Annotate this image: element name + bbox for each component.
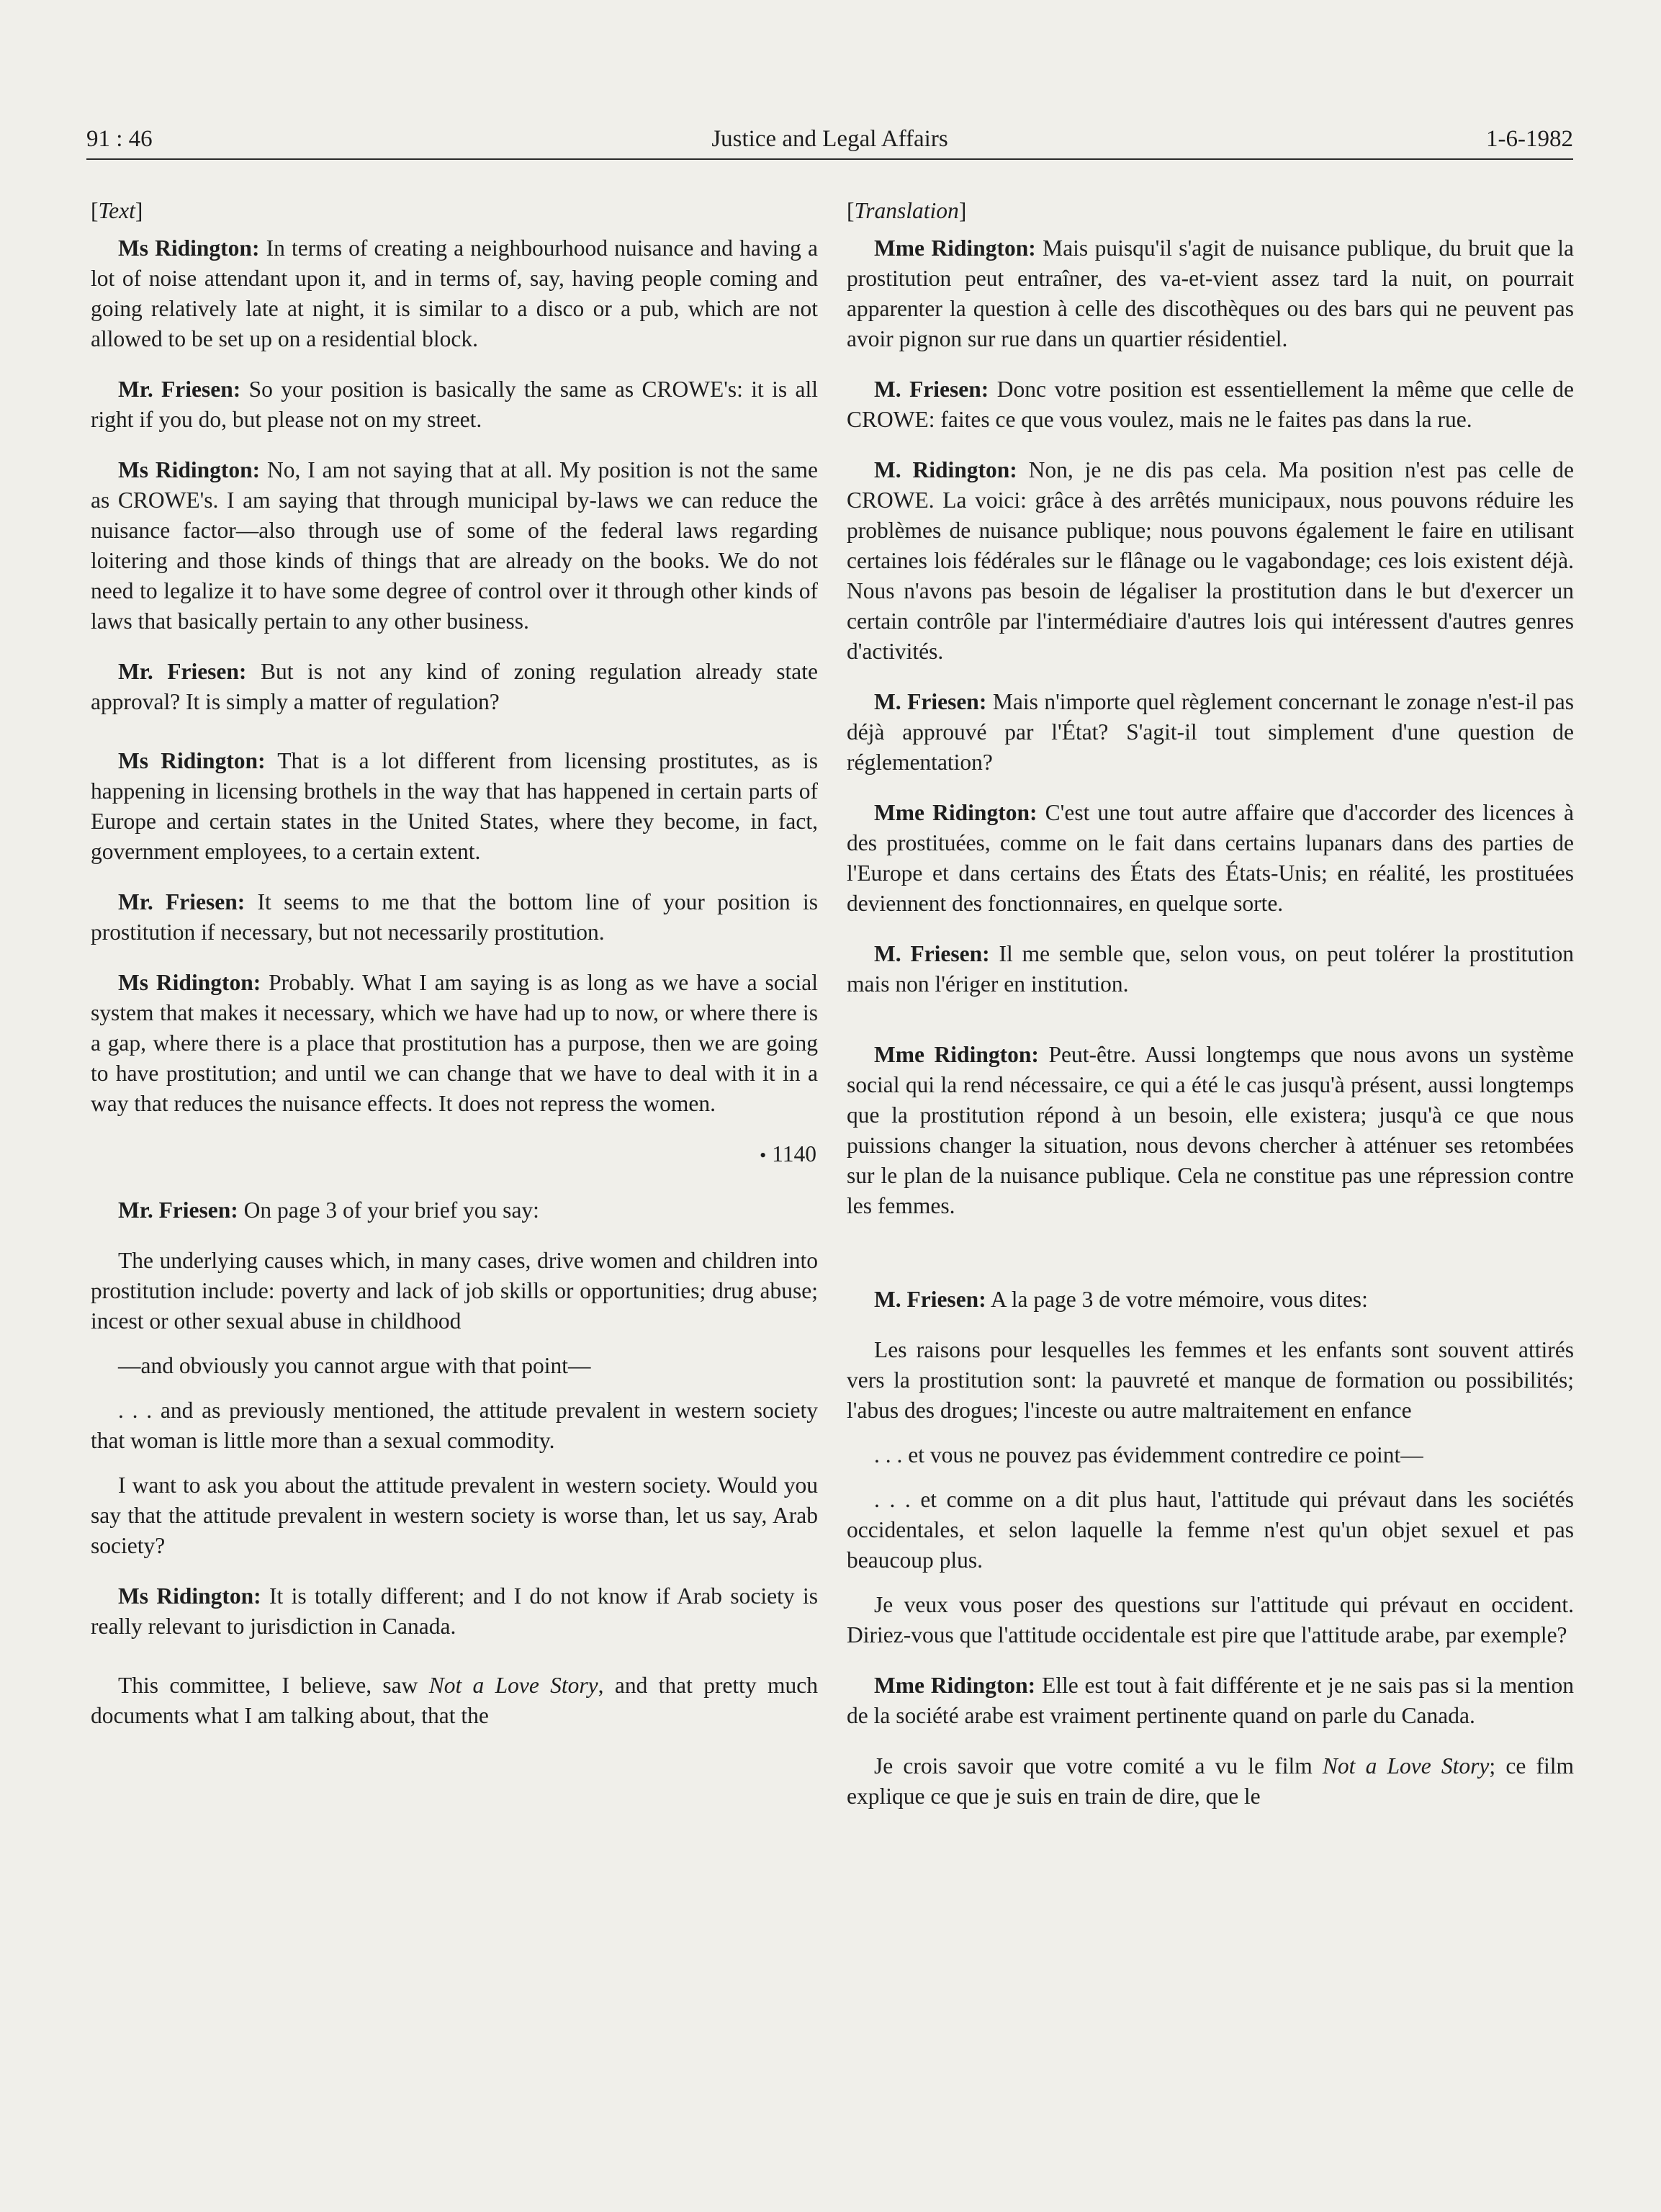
speaker-name: Mr. Friesen:: [118, 659, 247, 684]
speech-paragraph: M. Friesen: A la page 3 de votre mémoire, vous dites:: [874, 1287, 1368, 1312]
question-paragraph: Je veux vous poser des questions sur l'attitude qui prévaut en occident. Diriez-vous que l'attitude occidentale est pire que l'attitude arabe, par exemple?: [847, 1592, 1574, 1647]
speaker-name: M. Friesen:: [874, 1287, 986, 1312]
quoted-passage: The underlying causes which, in many cases, drive women and children into prostitution include: poverty and lack of job skills or opportunities; drug abuse; incest or other sexual abuse in childhood: [91, 1248, 818, 1334]
speaker-name: Mme Ridington:: [874, 1673, 1036, 1698]
speech-paragraph: Ms Ridington: It is totally different; and I do not know if Arab society is really relevant to jurisdiction in Canada.: [91, 1583, 818, 1639]
speaker-name: M. Friesen:: [874, 689, 987, 714]
speaker-name: Mme Ridington:: [874, 235, 1036, 261]
speech-paragraph: M. Friesen: Donc votre position est essentiellement la même que celle de CROWE: faites ce que vous voulez, mais ne le faites pas dans la rue.: [847, 377, 1574, 432]
speaker-name: M. Friesen:: [874, 941, 990, 966]
page-header: [86, 121, 1573, 160]
speaker-name: Ms Ridington:: [118, 748, 266, 773]
speech-paragraph: M. Friesen: Mais n'importe quel règlement concernant le zonage n'est-il pas déjà approuvé par l'État? S'agit-il tout simplement d'une question de réglementation?: [847, 689, 1574, 775]
speaker-name: Ms Ridington:: [118, 970, 261, 995]
english-column: [91, 196, 818, 2046]
speaker-name: Ms Ridington:: [118, 1583, 261, 1609]
speech-paragraph: Mme Ridington: C'est une tout autre affaire que d'accorder des licences à des prostituées, comme on le fait dans certains lupanars dans des parties de l'Europe et dans certains des États des États-Unis; en réalité, les prostituées deviennent des fonctionnaires, en quelque sorte.: [847, 800, 1574, 916]
speaker-name: M. Ridington:: [874, 457, 1017, 482]
speaker-name: Mr. Friesen:: [118, 889, 246, 914]
running-title: Justice and Legal Affairs: [711, 126, 948, 152]
speaker-name: Mme Ridington:: [874, 1042, 1039, 1067]
speaker-name: M. Friesen:: [874, 377, 989, 402]
speaker-name: Mme Ridington:: [874, 800, 1037, 825]
speaker-name: Ms Ridington:: [118, 235, 260, 261]
speech-paragraph: M. Ridington: Non, je ne dis pas cela. Ma position n'est pas celle de CROWE. La voici: grâce à des arrêtés municipaux, nous pouvons réduire les problèmes de nuisance publique; nous pouvons également le faire en utilisant certaines lois fédérales sur le flânage ou le vagabondage; ces lois existent déjà. Nous n'avons pas besoin de légaliser la prostitution dans le but d'exercer un certain contrôle par l'intermédiaire d'autres lois qui intéressent d'autres genres d'activités.: [847, 457, 1574, 664]
film-title: Not a Love Story: [1322, 1753, 1490, 1779]
page-number: 91 : 46: [86, 126, 153, 152]
speech-paragraph: Ms Ridington: No, I am not saying that at all. My position is not the same as CROWE's. I am saying that through municipal by-laws we can reduce the nuisance factor—also through use of some of the federal laws regarding loitering and those kinds of things that are already on the books. We do not need to legalize it to have some degree of control over it through other kinds of laws that basically pertain to any other business.: [91, 457, 818, 634]
speech-paragraph: Mme Ridington: Mais puisqu'il s'agit de nuisance publique, du bruit que la prostitution peut entraîner, des va-et-vient assez tard la nuit, on pourrait apparenter la question à celle des discothèques ou des bars qui ne peuvent pas avoir pignon sur rue dans un quartier résidentiel.: [847, 235, 1574, 351]
column-tag: [Text]: [91, 198, 143, 223]
speech-paragraph: Mme Ridington: Elle est tout à fait différente et je ne sais pas si la mention de la société arabe est vraiment pertinente quand on parle du Canada.: [847, 1673, 1574, 1728]
speaker-name: Mr. Friesen:: [118, 377, 241, 402]
time-marker: • 1140: [760, 1141, 816, 1166]
french-column: [847, 196, 1574, 2046]
bridge-line: —and obviously you cannot argue with that point—: [118, 1353, 591, 1378]
speech-paragraph: Ms Ridington: That is a lot different from licensing prostitutes, as is happening in licensing brothels in the way that has happened in certain parts of Europe and certain states in the United States, where they become, in fact, government employees, to a certain extent.: [91, 748, 818, 864]
column-tag: [Translation]: [847, 198, 967, 223]
question-paragraph: I want to ask you about the attitude prevalent in western society. Would you say that the attitude prevalent in western society is worse than, let us say, Arab society?: [91, 1473, 818, 1558]
closing-paragraph: Je crois savoir que votre comité a vu le film Not a Love Story; ce film explique ce que je suis en train de dire, que le: [847, 1753, 1574, 1809]
bridge-line: . . . et vous ne pouvez pas évidemment contredire ce point—: [874, 1442, 1423, 1467]
page-date: 1-6-1982: [1486, 126, 1573, 152]
speaker-name: Mr. Friesen:: [118, 1197, 238, 1223]
speech-paragraph: Mr. Friesen: So your position is basically the same as CROWE's: it is all right if you do, but please not on my street.: [91, 377, 818, 432]
speech-paragraph: Mme Ridington: Peut-être. Aussi longtemps que nous avons un système social qui la rend nécessaire, ce qui a été le cas jusqu'à présent, aussi longtemps que la prostitution répond à un besoin, elle existera; jusqu'à ce que nous puissions changer la situation, nous devons chercher à atténuer ses retombées sur le plan de la nuisance publique. Cela ne constitue pas une répression contre les femmes.: [847, 1042, 1574, 1218]
closing-paragraph: This committee, I believe, saw Not a Love Story, and that pretty much documents what I am talking about, that the: [91, 1673, 818, 1728]
speech-paragraph: M. Friesen: Il me semble que, selon vous, on peut tolérer la prostitution mais non l'ériger en institution.: [847, 941, 1574, 997]
speech-paragraph: Mr. Friesen: On page 3 of your brief you say:: [118, 1197, 539, 1223]
speech-paragraph: Mr. Friesen: It seems to me that the bottom line of your position is prostitution if necessary, but not necessarily prostitution.: [91, 889, 818, 945]
quoted-passage: . . . et comme on a dit plus haut, l'attitude qui prévaut dans les sociétés occidentales, et selon laquelle la femme n'est qu'un objet sexuel et pas beaucoup plus.: [847, 1487, 1574, 1573]
speech-paragraph: Mr. Friesen: But is not any kind of zoning regulation already state approval? It is simply a matter of regulation?: [91, 659, 818, 714]
quoted-passage: Les raisons pour lesquelles les femmes et les enfants sont souvent attirés vers la prostitution sont: la pauvreté et manque de formation ou possibilités; l'abus des drogues; l'inceste ou autre maltraitement en enfance: [847, 1337, 1574, 1423]
speaker-name: Ms Ridington:: [118, 457, 261, 482]
film-title: Not a Love Story: [428, 1673, 598, 1698]
speech-paragraph: Ms Ridington: Probably. What I am saying is as long as we have a social system that makes it necessary, which we have had up to now, or where there is a gap, where there is a place that prostitution has a purpose, then we are going to have prostitution; and until we can change that we have to deal with it in a way that reduces the nuisance effects. It does not repress the women.: [91, 970, 818, 1116]
speech-paragraph: Ms Ridington: In terms of creating a neighbourhood nuisance and having a lot of noise attendant upon it, and in terms of, say, having people coming and going relatively late at night, it is similar to a disco or a pub, which are not allowed to be set up on a residential block.: [91, 235, 818, 351]
bullet-icon: •: [760, 1145, 767, 1166]
quoted-passage: . . . and as previously mentioned, the attitude prevalent in western society that woman is little more than a sexual commodity.: [91, 1398, 818, 1453]
